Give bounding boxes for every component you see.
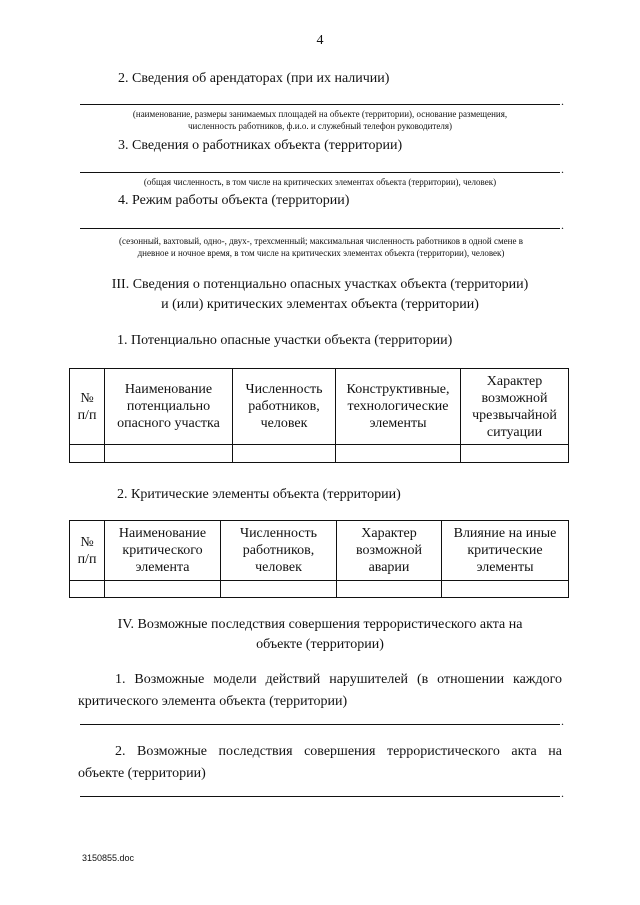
table-cell[interactable] [70,581,105,598]
table-cell[interactable] [70,445,105,463]
table-cell[interactable] [336,445,461,463]
paragraph-consequences: 2. Возможные последствия совершения террористического акта на объекте (территории) [78,744,562,781]
note-line: численность работников, ф.и.о. и служебный телефон руководителя) [188,121,452,131]
table-cell[interactable] [442,581,569,598]
table-cell[interactable] [105,445,233,463]
critical-elements-table [69,520,569,598]
fill-line-dot: . [561,218,564,232]
header-cell: Характер возможной аварии [337,521,442,581]
note-workers [80,176,560,188]
heading-work-mode: 4. Режим работы объекта (территории) [118,193,350,208]
header-cell: Наименование потенциально опасного участка [105,369,233,445]
heading-tenants: 2. Сведения об арендаторах (при их наличии) [118,71,390,86]
hazard-areas-table [69,368,569,463]
fill-line-work-mode [80,228,560,229]
section-title-line: объекте (территории) [256,637,384,652]
fill-line-dot: . [561,162,564,176]
header-cell: Влияние на иные критические элементы [442,521,569,581]
table-row [70,581,569,598]
table-1-title: 1. Потенциально опасные участки объекта (территории) [117,333,453,348]
section-title-line: III. Сведения о потенциально опасных участках объекта (территории) [111,277,529,292]
fill-line-tenants [80,104,560,105]
fill-line-dot: . [561,94,564,108]
fill-line-dot: . [561,714,564,728]
note-line: (наименование, размеры занимаемых площадей на объекте (территории), основание размещения, [132,109,508,119]
table-cell[interactable] [233,445,336,463]
section-4-title [60,615,580,655]
section-title-line: и (или) критических элементах объекта (территории) [161,297,479,312]
table-row [70,445,569,463]
note-line: (сезонный, вахтовый, одно-, двух-, трехсменный; максимальная численность работников в одной смене в [119,236,523,246]
table-cell[interactable] [337,581,442,598]
table-cell[interactable] [105,581,221,598]
header-cell: Характер возможной чрезвычайной ситуации [461,369,569,445]
document-filename: 3150855.doc [82,853,135,863]
section-3-title [60,275,580,315]
note-tenants [80,108,560,132]
table-cell[interactable] [461,445,569,463]
fill-line-dot: . [561,786,564,800]
table-2-title: 2. Критические элементы объекта (территории) [117,487,401,502]
table-cell[interactable] [221,581,337,598]
paragraph-attacker-models: 1. Возможные модели действий нарушителей (в отношении каждого критического элемента объекта (территории) [78,672,562,709]
header-cell: Численность работников, человек [233,369,336,445]
header-cell: № п/п [70,369,105,445]
table-header-row [70,521,569,581]
header-cell: № п/п [70,521,105,581]
fill-line-attacker-models [80,724,560,725]
section-title-line: IV. Возможные последствия совершения террористического акта на [117,617,523,632]
header-cell: Численность работников, человек [221,521,337,581]
heading-workers: 3. Сведения о работниках объекта (территории) [118,138,403,153]
header-cell: Конструктивные, технологические элементы [336,369,461,445]
note-line: дневное и ночное время, в том числе на критических элементах объекта (территории), человек) [137,248,505,258]
header-cell: Наименование критического элемента [105,521,221,581]
page-number: 4 [316,33,324,48]
note-line: (общая численность, в том числе на критических элементах объекта (территории), человек) [143,177,497,187]
fill-line-workers [80,172,560,173]
fill-line-consequences [80,796,560,797]
table-header-row [70,369,569,445]
note-work-mode [76,235,566,259]
